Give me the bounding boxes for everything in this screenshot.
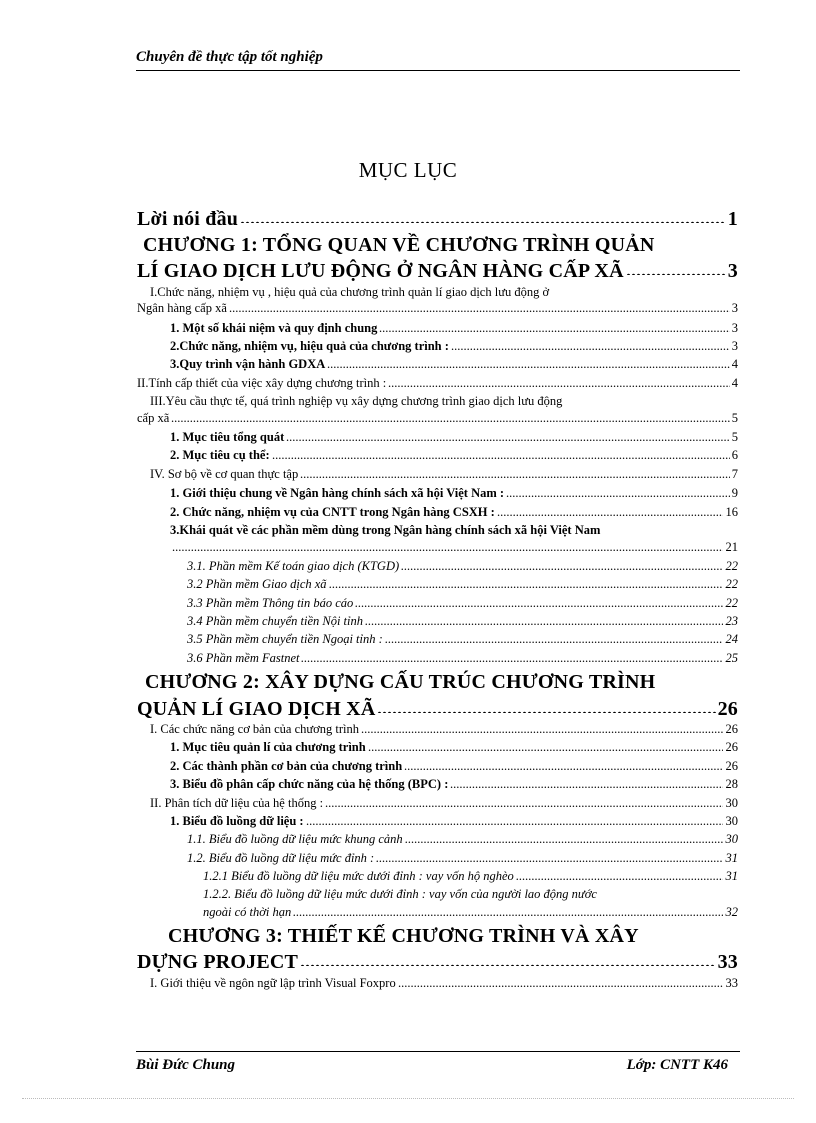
toc-page-number: 25	[725, 651, 738, 665]
toc-leader-dots	[401, 559, 723, 575]
toc-leader-dots	[293, 905, 723, 921]
toc-leader-dots	[377, 697, 716, 713]
toc-entry	[187, 851, 738, 867]
toc-leader-dots	[171, 411, 730, 427]
toc-leader-dots	[229, 301, 730, 317]
toc-entry	[187, 651, 738, 667]
toc-entry-text: cấp xã	[137, 411, 170, 425]
toc-entry-text: 1.2.2. Biểu đồ luồng dữ liệu mức dưới đỉnh : vay vốn của người lao động nước	[203, 887, 597, 901]
toc-entry-text: 1. Biểu đồ luồng dữ liệu :	[170, 814, 304, 828]
toc-entry-text: 3.4 Phần mềm chuyển tiền Nội tỉnh	[187, 614, 364, 628]
toc-entry	[137, 259, 738, 285]
toc-leader-dots	[240, 207, 726, 223]
toc-leader-dots	[398, 976, 723, 992]
toc-page-number: 22	[725, 577, 738, 591]
toc-leader-dots	[388, 376, 730, 392]
toc-entry-text: DỰNG PROJECT	[137, 951, 299, 973]
toc-page-number: 16	[725, 505, 738, 519]
toc-entry	[170, 321, 738, 337]
toc-page-number: 33	[725, 976, 738, 990]
toc-entry-text: CHƯƠNG 1: TỔNG QUAN VỀ CHƯƠNG TRÌNH QUẢN	[143, 234, 655, 256]
toc-entry	[137, 301, 738, 317]
toc-entry-text: 1. Một số khái niệm và quy định chung	[170, 321, 378, 335]
toc-page-number: 26	[717, 698, 738, 720]
toc-page-number: 4	[731, 357, 738, 371]
toc-entry-text: IV. Sơ bộ về cơ quan thực tập	[150, 467, 299, 481]
toc-entry-text: 1.1. Biểu đồ luồng dữ liệu mức khung cảnh	[187, 832, 403, 846]
toc-entry	[187, 559, 738, 575]
toc-entry	[187, 632, 738, 648]
toc-leader-dots	[626, 259, 726, 275]
toc-entry-text: QUẢN LÍ GIAO DỊCH XÃ	[137, 698, 376, 720]
toc-entry	[137, 697, 738, 723]
toc-entry-text: 3.Khái quát về các phần mềm dùng trong Ngân hàng chính sách xã hội Việt Nam	[170, 523, 601, 537]
toc-entry	[137, 376, 738, 392]
toc-leader-dots	[365, 614, 723, 630]
toc-entry-text: I.Chức năng, nhiệm vụ , hiệu quả của chương trình quản lí giao dịch lưu động ở	[150, 285, 550, 299]
toc-page-number: 22	[725, 596, 738, 610]
toc-entry-text: 1.2. Biểu đồ luồng dữ liệu mức đỉnh :	[187, 851, 375, 865]
toc-page-number: 31	[725, 851, 738, 865]
toc-entry-text: 3.Quy trình vận hành GDXA	[170, 357, 326, 371]
toc-entry	[187, 614, 738, 630]
toc-page-number: 4	[731, 376, 738, 390]
page-footer	[136, 1051, 740, 1079]
toc-entry	[150, 467, 738, 483]
toc-leader-dots	[368, 740, 723, 756]
toc-leader-dots	[355, 596, 723, 612]
toc-entry	[170, 357, 738, 373]
toc-leader-dots	[329, 577, 723, 593]
toc-entry	[168, 924, 738, 950]
toc-entry	[137, 950, 738, 976]
toc-page-number: 33	[717, 951, 738, 973]
toc-entry	[150, 722, 738, 738]
toc-entry-text: 3. Biểu đồ phân cấp chức năng của hệ thống (BPC) :	[170, 777, 449, 791]
toc-entry	[150, 285, 738, 301]
toc-entry-text: 3.6 Phần mềm Fastnet	[187, 651, 300, 665]
toc-page-number: 7	[731, 467, 738, 481]
toc-entry-text: II. Phân tích dữ liệu của hệ thống :	[150, 796, 324, 810]
toc-page-number: 30	[725, 814, 738, 828]
toc-entry-text: CHƯƠNG 2: XÂY DỰNG CẤU TRÚC CHƯƠNG TRÌNH	[145, 671, 656, 693]
toc-entry-text: 2. Chức năng, nhiệm vụ của CNTT trong Ngân hàng CSXH :	[170, 505, 495, 519]
toc-entry	[203, 905, 738, 921]
toc-entry-text: ngoài có thời hạn	[203, 905, 292, 919]
toc-leader-dots	[172, 540, 723, 556]
toc-leader-dots	[286, 430, 730, 446]
toc-entry-text: LÍ GIAO DỊCH LƯU ĐỘNG Ở NGÂN HÀNG CẤP XÃ	[137, 260, 624, 282]
toc-entry-text: 3.3 Phần mềm Thông tin báo cáo	[187, 596, 354, 610]
toc-entry-text: Ngân hàng cấp xã	[137, 301, 227, 315]
toc-leader-dots	[300, 950, 716, 966]
toc-page-number: 30	[725, 796, 738, 810]
toc-entry-text: I. Giới thiệu về ngôn ngữ lập trình Visual Foxpro	[150, 976, 396, 990]
page-title: MỤC LỤC	[358, 158, 458, 182]
toc-entry	[187, 832, 738, 848]
toc-entry-text: 1.2.1 Biểu đồ luồng dữ liệu mức dưới đỉnh : vay vốn hộ nghèo	[203, 869, 514, 883]
toc-entry-text: I. Các chức năng cơ bản của chương trình	[150, 722, 359, 736]
toc-leader-dots	[404, 759, 723, 775]
toc-entry	[170, 523, 738, 539]
toc-leader-dots	[497, 505, 723, 521]
toc-entry-text: 3.2 Phần mềm Giao dịch xã	[187, 577, 327, 591]
toc-page-number: 32	[725, 905, 738, 919]
toc-entry	[170, 759, 738, 775]
toc-page-number: 24	[725, 632, 738, 646]
toc-page-number: 3	[731, 321, 738, 335]
toc-entry	[170, 540, 738, 556]
toc-leader-dots	[300, 467, 730, 483]
toc-entry-text: 1. Mục tiêu tổng quát	[170, 430, 285, 444]
toc-entry-text: 1. Mục tiêu quản lí của chương trình	[170, 740, 366, 754]
toc-leader-dots	[301, 651, 723, 667]
toc-entry	[150, 976, 738, 992]
toc-entry	[150, 394, 738, 410]
toc-entry	[187, 596, 738, 612]
toc-page-number: 5	[731, 430, 738, 444]
toc-entry-text: 3.1. Phần mềm Kế toán giao dịch (KTGD)	[187, 559, 400, 573]
toc-leader-dots	[506, 486, 730, 502]
toc-page-number: 1	[727, 208, 738, 230]
toc-leader-dots	[361, 722, 723, 738]
toc-page-number: 21	[725, 540, 738, 554]
toc-leader-dots	[376, 851, 723, 867]
toc-entry-text: 2. Mục tiêu cụ thể:	[170, 448, 270, 462]
toc-entry-text: Lời nói đầu	[137, 208, 239, 230]
toc-page-number: 30	[725, 832, 738, 846]
toc-entry	[187, 577, 738, 593]
page-bottom-border	[22, 1098, 794, 1099]
toc-entry	[170, 486, 738, 502]
toc-entry-text: 2.Chức năng, nhiệm vụ, hiệu quả của chương trình :	[170, 339, 449, 353]
footer-class: Lớp: CNTT K46	[626, 1057, 728, 1073]
toc-leader-dots	[325, 796, 723, 812]
toc-page-number: 23	[725, 614, 738, 628]
toc-leader-dots	[379, 321, 730, 337]
toc-entry	[170, 740, 738, 756]
toc-entry	[203, 869, 738, 885]
toc-leader-dots	[306, 814, 723, 830]
toc-entry-text: III.Yêu cầu thực tế, quá trình nghiệp vụ xây dựng chương trình giao dịch lưu động	[150, 394, 563, 408]
toc-leader-dots	[327, 357, 730, 373]
toc-page-number: 9	[731, 486, 738, 500]
toc-entry	[145, 670, 738, 696]
toc-entry	[170, 814, 738, 830]
toc-page-number: 6	[731, 448, 738, 462]
toc-entry-text: II.Tính cấp thiết của việc xây dựng chương trình :	[137, 376, 387, 390]
footer-author: Bùi Đức Chung	[136, 1057, 236, 1073]
toc-page-number: 5	[731, 411, 738, 425]
toc-entry	[170, 430, 738, 446]
toc-leader-dots	[450, 777, 723, 793]
toc-page-number: 26	[725, 740, 738, 754]
toc-entry	[170, 448, 738, 464]
toc-page-number: 28	[725, 777, 738, 791]
toc-leader-dots	[516, 869, 723, 885]
toc-entry	[170, 339, 738, 355]
toc-entry	[137, 411, 738, 427]
toc-entry	[170, 777, 738, 793]
toc-page-number: 26	[725, 759, 738, 773]
toc-entry-text: 3.5 Phần mềm chuyển tiền Ngoại tỉnh :	[187, 632, 383, 646]
toc-entry	[143, 233, 738, 259]
toc-page-number: 3	[731, 339, 738, 353]
toc-entry	[137, 207, 738, 233]
toc-page-number: 3	[727, 260, 738, 282]
toc-entry-text: 2. Các thành phần cơ bản của chương trình	[170, 759, 403, 773]
toc-entry-text: 1. Giới thiệu chung về Ngân hàng chính sách xã hội Việt Nam :	[170, 486, 505, 500]
toc-page-number: 26	[725, 722, 738, 736]
toc-page-number: 3	[731, 301, 738, 315]
toc-leader-dots	[385, 632, 723, 648]
toc-entry	[170, 505, 738, 521]
toc-entry-text: CHƯƠNG 3: THIẾT KẾ CHƯƠNG TRÌNH VÀ XÂY	[168, 925, 639, 947]
toc-page-number: 22	[725, 559, 738, 573]
header-title: Chuyên đề thực tập tốt nghiệp	[136, 49, 323, 65]
toc-entry	[150, 796, 738, 812]
toc-leader-dots	[451, 339, 730, 355]
toc-entry	[203, 887, 738, 903]
toc-leader-dots	[405, 832, 723, 848]
toc-page-number: 31	[725, 869, 738, 883]
toc-leader-dots	[272, 448, 730, 464]
